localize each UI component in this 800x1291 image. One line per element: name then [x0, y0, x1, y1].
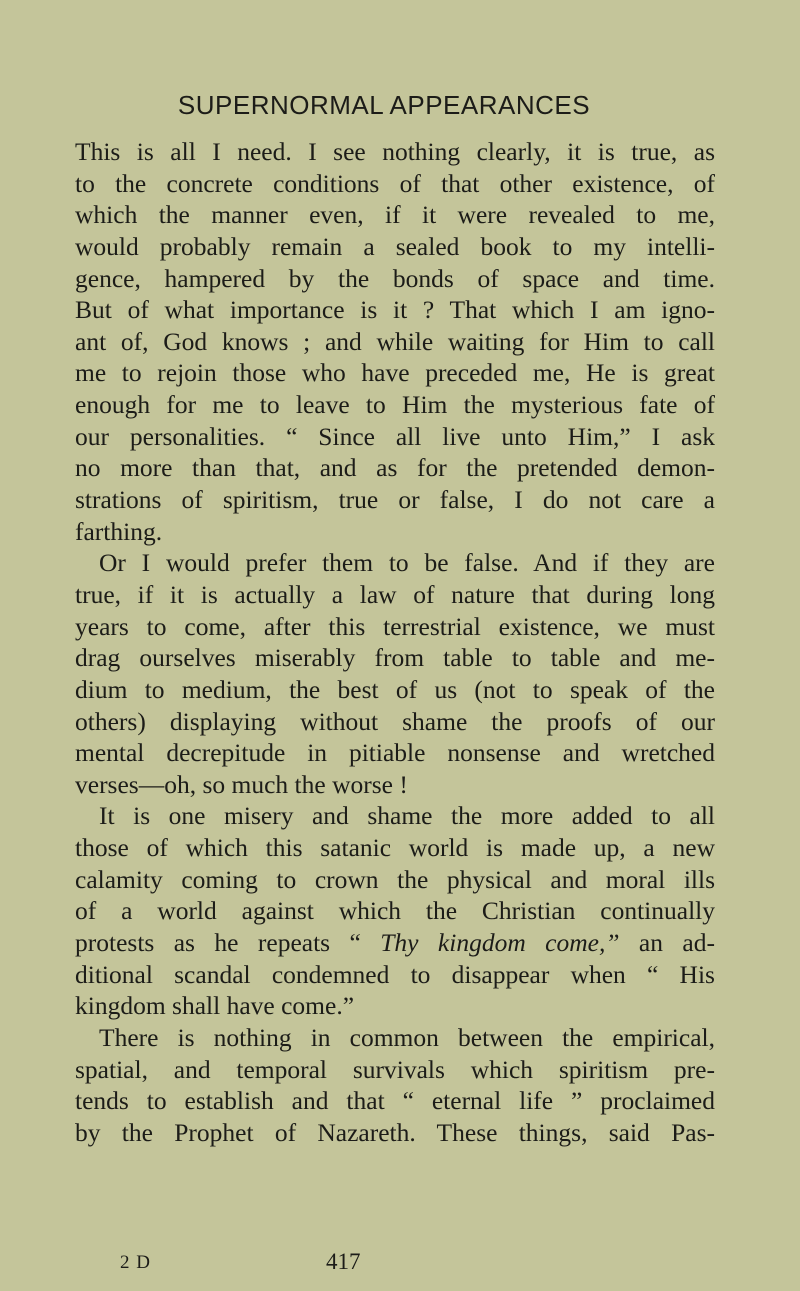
text-line: mental decrepitude in pitiable nonsense and wretched [75, 738, 715, 768]
text-line: no more than that, and as for the pretended demon- [75, 453, 715, 483]
text-line: ditional scandal condemned to disappear when “ His [75, 959, 715, 989]
text-line: calamity coming to crown the physical and moral ills [75, 864, 715, 894]
text-line: strations of spiritism, true or false, I do not care a [75, 485, 715, 515]
text-line: by the Prophet of Nazareth. These things, said Pas- [75, 1117, 715, 1147]
text-line: ant of, God knows ; and while waiting for Him to call [75, 326, 715, 356]
paragraph-start-line: There is nothing in common between the empirical, [99, 1022, 715, 1052]
signature-mark: 2 D [120, 1252, 151, 1273]
text-line: But of what importance is it ? That which I am igno- [75, 295, 715, 325]
text-line: farthing. [75, 516, 163, 546]
paragraph-start-line: Or I would prefer them to be false. And if they are [99, 548, 715, 578]
text-line: This is all I need. I see nothing clearly, it is true, as [75, 137, 715, 166]
text-fragment: protests as he repeats “ [75, 928, 381, 958]
text-line: our personalities. “ Since all live unto Him,” I ask [75, 421, 715, 451]
text-line: gence, hampered by the bonds of space and time. [75, 263, 715, 293]
text-line: kingdom shall have come.” [75, 991, 355, 1021]
page-number: 417 [326, 1249, 361, 1274]
text-line: spatial, and temporal survivals which spiritism pre- [75, 1054, 715, 1084]
text-line: tends to establish and that “ eternal life ” proclaimed [75, 1086, 715, 1116]
body-text [75, 136, 715, 1149]
text-line: others) displaying without shame the proofs of our [75, 706, 715, 736]
text-line: me to rejoin those who have preceded me, He is great [75, 358, 715, 388]
text-line: which the manner even, if it were revealed to me, [75, 200, 715, 230]
text-fragment: an ad- [619, 928, 715, 958]
paragraph-start-line: It is one misery and shame the more added to all [99, 801, 715, 831]
text-line: true, if it is actually a law of nature that during long [75, 579, 715, 609]
text-line-with-quotation [75, 927, 715, 959]
text-line: years to come, after this terrestrial existence, we must [75, 611, 715, 641]
text-line: verses—oh, so much the worse ! [75, 769, 408, 799]
text-line: to the concrete conditions of that other existence, of [75, 168, 715, 198]
running-head: SUPERNORMAL APPEARANCES [177, 90, 591, 120]
text-line: dium to medium, the best of us (not to speak of the [75, 674, 715, 704]
text-line: those of which this satanic world is made up, a new [75, 833, 715, 863]
text-line: drag ourselves miserably from table to table and me- [75, 643, 715, 673]
text-line: enough for me to leave to Him the mysterious fate of [75, 390, 715, 420]
italic-quotation: Thy kingdom come,” [380, 928, 620, 958]
text-line: of a world against which the Christian continually [75, 896, 715, 926]
text-line: would probably remain a sealed book to my intelli- [75, 231, 715, 261]
